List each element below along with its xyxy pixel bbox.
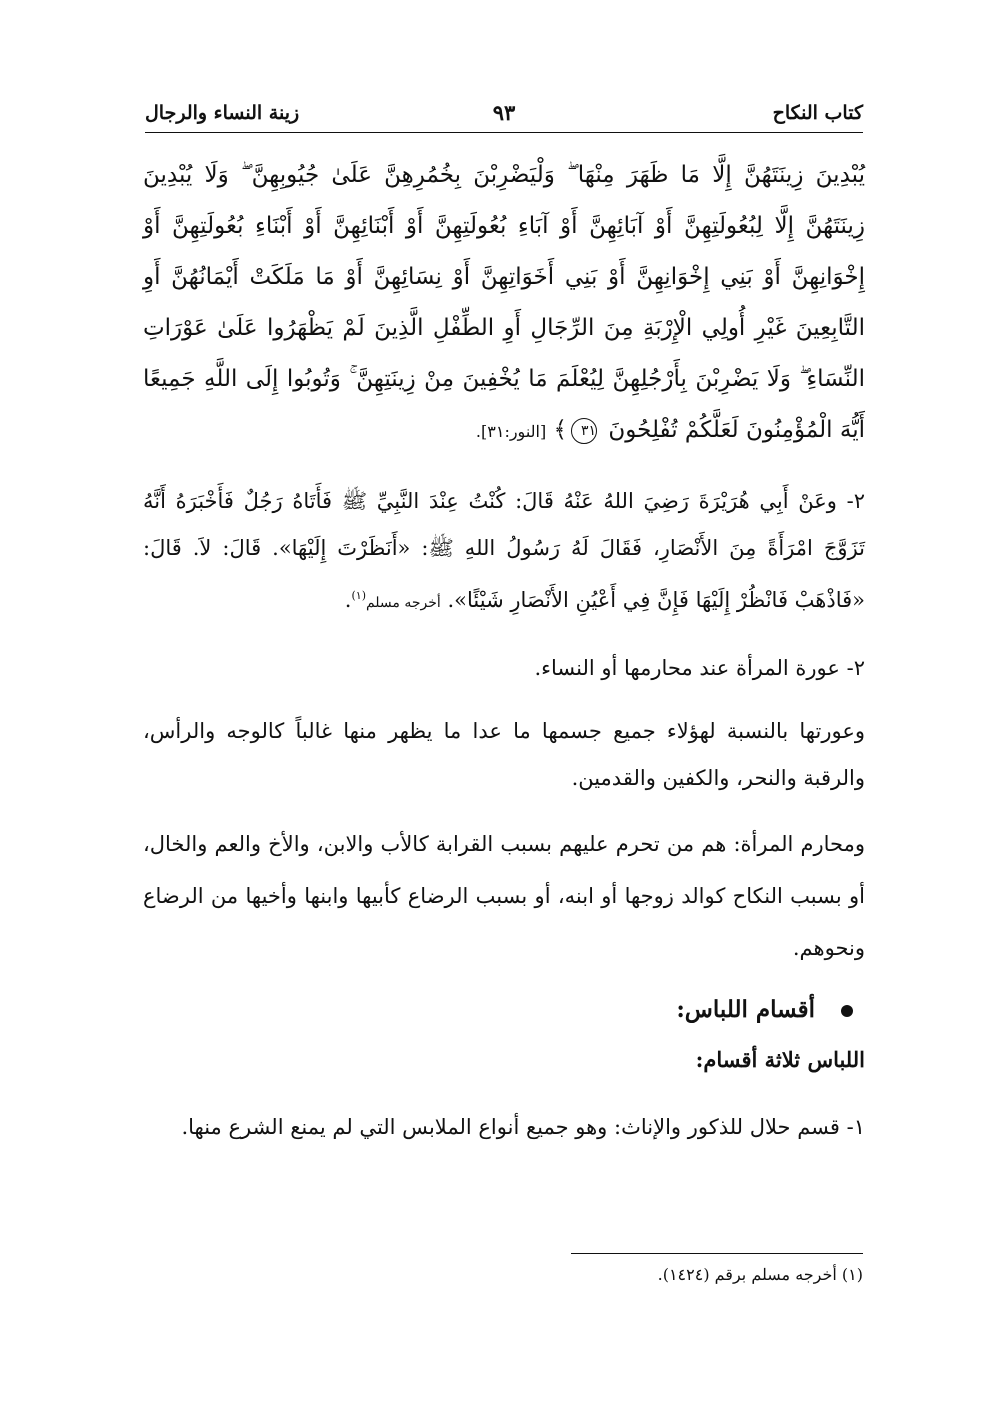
quran-text: يُبْدِينَ زِينَتَهُنَّ إِلَّا مَا ظَهَرَ مِنْهَا ۖ وَلْيَضْرِبْنَ بِخُمُرِهِنَّ عَلَىٰ جُيُوبِهِنَّ ۖ وَلَا يُبْدِينَ زِينَتَهُنَّ إِلَّا لِبُعُولَتِهِنَّ أَوْ آبَائِهِنَّ أَوْ آبَاءِ بُعُولَتِهِنَّ أَوْ أَبْنَائِهِنَّ أَوْ أَبْنَاءِ بُعُولَتِهِنَّ أَوْ إِخْوَانِهِنَّ أَوْ بَنِي إِخْوَانِهِنَّ أَوْ بَنِي أَخَوَاتِهِنَّ أَوْ نِسَائِهِنَّ أَوْ مَا مَلَكَتْ أَيْمَانُهُنَّ أَوِ التَّابِعِينَ غَيْرِ أُولِي الْإِرْبَةِ مِنَ الرِّجَالِ أَوِ الطِّفْلِ الَّذِينَ لَمْ يَظْهَرُوا عَلَىٰ عَوْرَاتِ النِّسَاءِ ۖ وَلَا يَضْرِبْنَ بِأَرْجُلِهِنَّ لِيُعْلَمَ مَا يُخْفِينَ مِنْ زِينَتِهِنَّ ۚ وَتُوبُوا إِلَى اللَّهِ جَمِيعًا أَيُّهَ الْمُؤْمِنُونَ لَعَلَّكُمْ تُفْلِحُونَ xyxy=(143,162,865,443)
quran-reference: [النور:٣١]. xyxy=(475,422,547,441)
quran-verse xyxy=(143,150,865,457)
footnote: (١) أخرجه مسلم برقم (١٤٢٤). xyxy=(657,1265,863,1284)
section-title: زينة النساء والرجال xyxy=(145,102,300,124)
page-header xyxy=(145,100,863,130)
hadith-paragraph xyxy=(143,478,865,627)
paragraph-awra: وعورتها بالنسبة لهؤلاء جميع جسمها ما عدا ما يظهر منها غالباً كالوجه والرأس، والرقبة والنحر، والكفين والقدمين. xyxy=(143,719,865,790)
header-divider xyxy=(145,132,863,133)
hadith-period: . xyxy=(344,588,352,612)
bullet-dot-icon xyxy=(841,1005,853,1017)
paragraph-maharim: ومحارم المرأة: هم من تحرم عليهم بسبب القرابة كالأب والابن، والأخ والعم والخال، أو بسبب النكاح كوالد زوجها أو ابنه، أو بسبب الرضاع كأبيها وابنها وأخيها من الرضاع ونحوهم. xyxy=(143,832,865,960)
book-title: كتاب النكاح xyxy=(772,102,863,124)
page-number: ٩٣ xyxy=(492,100,516,125)
hadith-source: أخرجه مسلم xyxy=(365,595,441,611)
bullet-heading-text: أقسام اللباس: xyxy=(676,996,815,1023)
subheading: اللباس ثلاثة أقسام: xyxy=(695,1047,865,1072)
hadith-text: ٢- وعَنْ أَبِي هُرَيْرَةَ رَضِيَ اللهُ عَنْهُ قَالَ: كُنْتُ عِنْدَ النَّبِيِّ ﷺ فَأَتَاهُ رَجُلٌ فَأَخْبَرَهُ أَنَّهُ تَزَوَّجَ امْرَأَةً مِنَ الأَنْصَارِ، فَقَالَ لَهُ رَسُولُ اللهِ ﷺ: «أَنَظَرْتَ إِلَيْهَا». قَالَ: لاَ. قَالَ: «فَاذْهَبْ فَانْظُرْ إِلَيْهَا فَإِنَّ فِي أَعْيُنِ الأَنْصَارِ شَيْئًا». xyxy=(143,489,865,612)
footnote-marker[interactable]: (١) xyxy=(351,589,366,602)
quran-closing-bracket: ﴾ xyxy=(553,417,568,443)
section-heading: ٢- عورة المرأة عند محارمها أو النساء. xyxy=(534,656,865,680)
ayah-number-marker: ٣١ xyxy=(571,418,597,444)
bullet-heading xyxy=(143,990,865,1030)
list-item-1: ١- قسم حلال للذكور والإناث: وهو جميع أنواع الملابس التي لم يمنع الشرع منها. xyxy=(181,1115,865,1139)
footnote-divider xyxy=(571,1253,863,1254)
